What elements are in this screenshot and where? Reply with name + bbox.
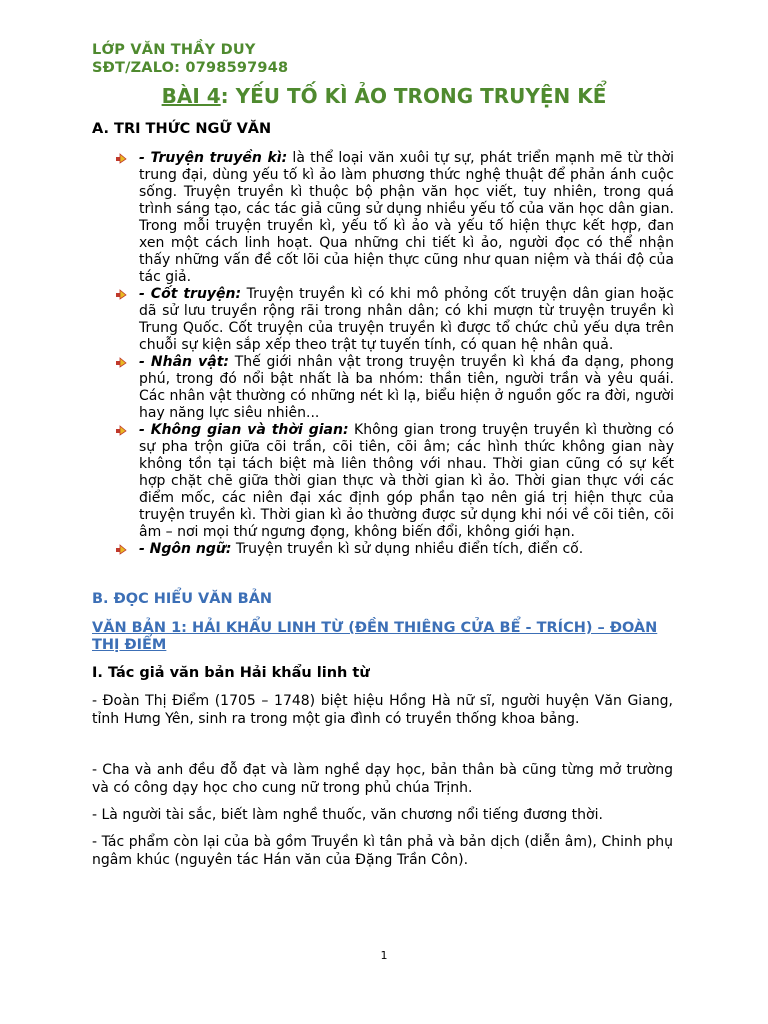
paragraph: - Cha và anh đều đỗ đạt và làm nghề dạy học, bản thân bà cũng từng mở trường và có công dạy học cho cung nữ trong phủ chúa Trịnh. <box>92 762 673 796</box>
arrow-bullet-icon <box>116 544 127 555</box>
teacher-name: LỚP VĂN THẦY DUY <box>92 42 256 58</box>
section-b-heading: B. ĐỌC HIỂU VĂN BẢN <box>92 591 273 607</box>
list-item <box>116 422 674 541</box>
term-label: - Truyện truyền kì: <box>139 150 288 166</box>
list-item <box>116 150 674 286</box>
section-a-heading: A. TRI THỨC NGỮ VĂN <box>92 121 272 137</box>
paragraph: - Tác phẩm còn lại của bà gồm Truyền kì tân phả và bản dịch (diễn âm), Chinh phụ ngâm khúc (nguyên tác Hán văn của Đặng Trần Côn). <box>92 834 673 868</box>
term-description: Không gian trong truyện truyền kì thường có sự pha trộn giữa cõi trần, cõi tiên, cõi âm; các hình thức không gian này không tồn tại tách biệt mà liên thông với nhau. Thời gian cũng có sự kết hợp chặt chẽ giữa thời gian thực và thời gian kì ảo. Thời gian thực với các điểm mốc, các niên đại xác định góp phần tạo nên giá trị hiện thực của truyện truyền kì. Thời gian kì ảo thường được sử dụng khi nói về cõi tiên, cõi âm – nơi mọi thứ ngưng đọng, không biến đổi, không giới hạn. <box>139 422 674 540</box>
arrow-bullet-icon <box>116 153 127 164</box>
term-description: Truyện truyền kì sử dụng nhiều điển tích, điển cố. <box>231 541 584 557</box>
lesson-title <box>0 84 768 108</box>
term-description: Thế giới nhân vật trong truyện truyền kì khá đa dạng, phong phú, trong đó nổi bật nhất là ba nhóm: thần tiên, người trần và yêu quái. Các nhân vật thường có những nét kì lạ, biểu hiện ở nguồn gốc ra đời, người hay năng lực siêu nhiên... <box>139 354 674 421</box>
arrow-bullet-icon <box>116 357 127 368</box>
paragraph: - Đoàn Thị Điểm (1705 – 1748) biệt hiệu Hồng Hà nữ sĩ, người huyện Văn Giang, tỉnh Hưng Yên, sinh ra trong một gia đình có truyền thống khoa bảng. <box>92 693 673 727</box>
term-label: - Nhân vật: <box>139 354 230 370</box>
lesson-topic: : YẾU TỐ KÌ ẢO TRONG TRUYỆN KỂ <box>220 84 607 108</box>
term-label: - Ngôn ngữ: <box>139 541 232 557</box>
term-label: - Không gian và thời gian: <box>139 422 349 438</box>
text-title-link[interactable]: VĂN BẢN 1: HẢI KHẨU LINH TỪ (ĐỀN THIÊNG CỬA BỂ - TRÍCH) – ĐOÀN THỊ ĐIỂM <box>92 620 658 653</box>
arrow-bullet-icon <box>116 425 127 436</box>
paragraph: - Là người tài sắc, biết làm nghề thuốc, văn chương nổi tiếng đương thời. <box>92 807 603 823</box>
lesson-number: BÀI 4 <box>161 84 221 108</box>
list-item <box>116 354 674 422</box>
term-description: là thể loại văn xuôi tự sự, phát triển mạnh mẽ từ thời trung đại, dùng yếu tố kì ảo làm phương thức nghệ thuật để phản ánh cuộc sống. Truyện truyền kì thuộc bộ phận văn học viết, tuy nhiên, trong quá trình sáng tạo, các tác giả cũng sử dụng nhiều yếu tố của văn học dân gian. Trong mỗi truyện truyền kì, yếu tố kì ảo và yếu tố hiện thực kết hợp, đan xen một cách linh hoạt. Qua những chi tiết kì ảo, người đọc có thể nhận thấy những vấn đề cốt lõi của hiện thực cũng như quan niệm và thái độ của tác giả. <box>139 150 674 285</box>
term-description: Truyện truyền kì có khi mô phỏng cốt truyện dân gian hoặc dã sử lưu truyền rộng rãi trong nhân dân; có khi mượn từ truyện truyền kì Trung Quốc. Cốt truyện của truyện truyền kì được tổ chức chủ yếu dựa trên chuỗi sự kiện sắp xếp theo trật tự tuyến tính, có quan hệ nhân quả. <box>139 286 674 353</box>
author-heading: I. Tác giả văn bản Hải khẩu linh từ <box>92 665 370 681</box>
page-number: 1 <box>380 949 388 962</box>
arrow-bullet-icon <box>116 289 127 300</box>
contact-line: SĐT/ZALO: 0798597948 <box>92 60 289 76</box>
term-label: - Cốt truyện: <box>139 286 242 302</box>
knowledge-list <box>116 150 674 558</box>
list-item <box>116 541 674 558</box>
list-item <box>116 286 674 354</box>
